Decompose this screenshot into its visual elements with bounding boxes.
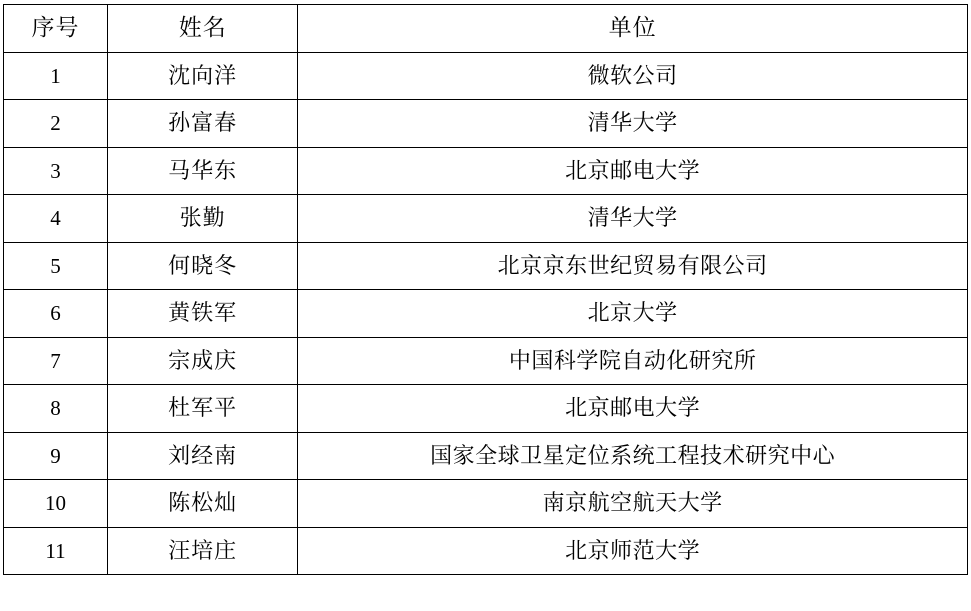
cell-name: 马华东 <box>108 147 298 195</box>
roster-table <box>3 4 968 575</box>
table-row <box>4 480 968 528</box>
column-header-name: 姓名 <box>108 5 298 53</box>
table-header <box>4 5 968 53</box>
cell-index: 3 <box>4 147 108 195</box>
table-row <box>4 242 968 290</box>
table-row <box>4 337 968 385</box>
cell-index: 4 <box>4 195 108 243</box>
cell-organization: 国家全球卫星定位系统工程技术研究中心 <box>298 432 968 480</box>
table-row <box>4 432 968 480</box>
cell-organization: 清华大学 <box>298 195 968 243</box>
cell-index: 9 <box>4 432 108 480</box>
table-row <box>4 147 968 195</box>
cell-name: 杜军平 <box>108 385 298 433</box>
column-header-organization: 单位 <box>298 5 968 53</box>
cell-index: 5 <box>4 242 108 290</box>
cell-organization: 北京师范大学 <box>298 527 968 575</box>
document-page <box>0 4 971 611</box>
table-row <box>4 385 968 433</box>
cell-index: 10 <box>4 480 108 528</box>
cell-organization: 北京京东世纪贸易有限公司 <box>298 242 968 290</box>
cell-name: 刘经南 <box>108 432 298 480</box>
table-row <box>4 195 968 243</box>
cell-organization: 北京邮电大学 <box>298 385 968 433</box>
cell-name: 何晓冬 <box>108 242 298 290</box>
cell-index: 7 <box>4 337 108 385</box>
cell-index: 11 <box>4 527 108 575</box>
table-row <box>4 527 968 575</box>
cell-organization: 北京邮电大学 <box>298 147 968 195</box>
table-header-row <box>4 5 968 53</box>
cell-organization: 中国科学院自动化研究所 <box>298 337 968 385</box>
cell-name: 孙富春 <box>108 100 298 148</box>
cell-organization: 南京航空航天大学 <box>298 480 968 528</box>
cell-name: 张勤 <box>108 195 298 243</box>
cell-name: 宗成庆 <box>108 337 298 385</box>
table-row <box>4 52 968 100</box>
cell-index: 8 <box>4 385 108 433</box>
cell-index: 2 <box>4 100 108 148</box>
cell-organization: 北京大学 <box>298 290 968 338</box>
cell-name: 陈松灿 <box>108 480 298 528</box>
cell-name: 沈向洋 <box>108 52 298 100</box>
column-header-index: 序号 <box>4 5 108 53</box>
cell-index: 1 <box>4 52 108 100</box>
cell-organization: 清华大学 <box>298 100 968 148</box>
cell-name: 黄铁军 <box>108 290 298 338</box>
table-row <box>4 100 968 148</box>
cell-organization: 微软公司 <box>298 52 968 100</box>
table-row <box>4 290 968 338</box>
cell-index: 6 <box>4 290 108 338</box>
table-body <box>4 52 968 575</box>
cell-name: 汪培庄 <box>108 527 298 575</box>
